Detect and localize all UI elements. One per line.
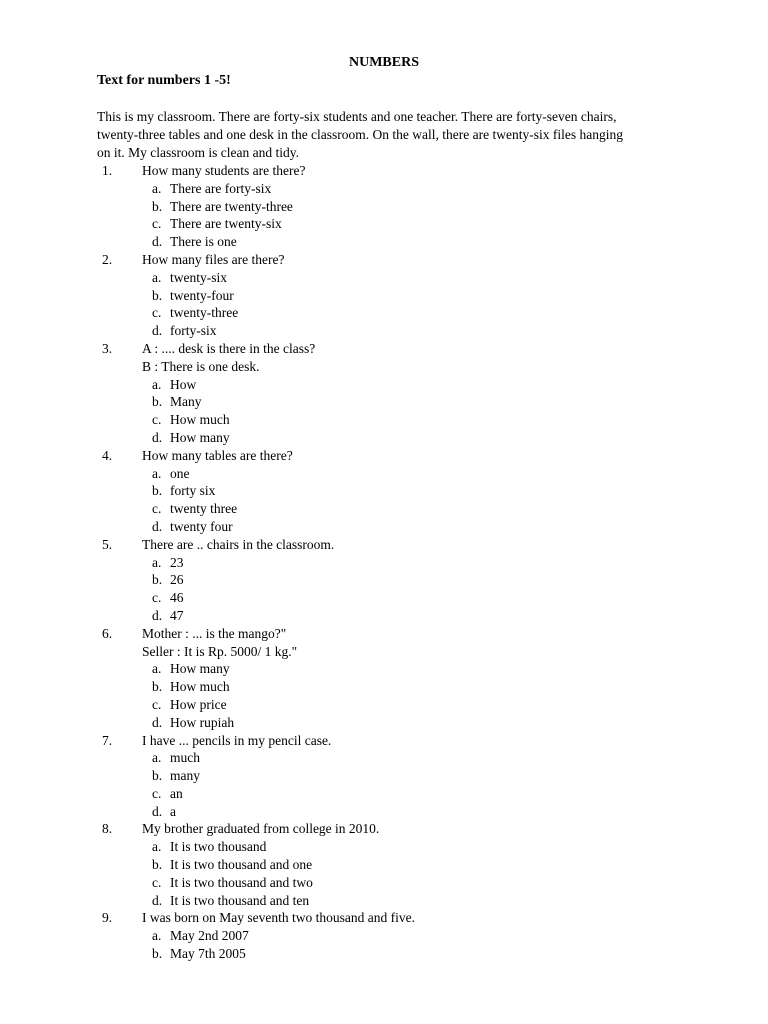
option-letter: d. (152, 803, 163, 819)
answer-option (0, 233, 768, 251)
question-text: There are .. chairs in the classroom. (142, 536, 335, 552)
answer-option (0, 927, 768, 945)
question-text: A : .... desk is there in the class? (142, 340, 316, 356)
answer-option (0, 180, 768, 198)
option-letter: a. (152, 661, 162, 677)
option-text: How rupiah (170, 714, 235, 730)
question-text: Seller : It is Rp. 5000/ 1 kg." (142, 643, 298, 659)
option-letter: a. (152, 928, 162, 944)
question-line (0, 340, 768, 358)
answer-option (0, 269, 768, 287)
option-letter: a. (152, 269, 162, 285)
option-letter: d. (152, 429, 163, 445)
answer-option (0, 945, 768, 963)
option-text: How price (170, 696, 227, 712)
option-letter: c. (152, 874, 162, 890)
question-list (0, 162, 768, 963)
option-letter: b. (152, 946, 163, 962)
option-text: twenty-three (170, 305, 239, 321)
option-letter: b. (152, 483, 163, 499)
question-line (0, 732, 768, 750)
option-letter: c. (152, 501, 162, 517)
question-line (0, 251, 768, 269)
answer-option (0, 571, 768, 589)
question-number: 6. (102, 625, 113, 641)
option-text: forty-six (170, 323, 217, 339)
question-number: 8. (102, 821, 113, 837)
reading-passage (97, 108, 697, 162)
question-number: 9. (102, 910, 113, 926)
option-text: There are forty-six (170, 180, 272, 196)
option-letter: b. (152, 768, 163, 784)
option-text: There is one (170, 234, 237, 250)
passage-line: twenty-three tables and one desk in the classroom. On the wall, there are twenty-six files hanging (97, 127, 623, 142)
option-letter: d. (152, 714, 163, 730)
option-letter: c. (152, 696, 162, 712)
option-letter: b. (152, 857, 163, 873)
answer-option (0, 749, 768, 767)
answer-option (0, 500, 768, 518)
question-text: B : There is one desk. (142, 358, 260, 374)
question-text: Mother : ... is the mango?" (142, 625, 287, 641)
option-letter: b. (152, 198, 163, 214)
question-item (0, 536, 768, 625)
question-text: How many tables are there? (142, 447, 293, 463)
answer-option (0, 393, 768, 411)
question-text: My brother graduated from college in 2010. (142, 821, 380, 837)
question-item (0, 251, 768, 340)
option-text: It is two thousand (170, 839, 267, 855)
question-line (0, 358, 768, 376)
question-number: 1. (102, 163, 113, 178)
option-text: twenty three (170, 501, 238, 517)
answer-option (0, 767, 768, 785)
answer-option (0, 607, 768, 625)
answer-option (0, 714, 768, 732)
option-text: forty six (170, 483, 216, 499)
answer-option (0, 518, 768, 536)
answer-option (0, 856, 768, 874)
answer-option (0, 678, 768, 696)
question-line (0, 643, 768, 661)
answer-option (0, 892, 768, 910)
question-number: 5. (102, 536, 113, 552)
option-text: How many (170, 429, 230, 445)
question-number: 3. (102, 340, 113, 356)
option-text: 23 (170, 554, 184, 570)
question-text: I have ... pencils in my pencil case. (142, 732, 332, 748)
option-text: twenty-four (170, 287, 234, 303)
question-line (0, 820, 768, 838)
option-letter: c. (152, 216, 162, 232)
answer-option (0, 215, 768, 233)
option-letter: c. (152, 785, 162, 801)
question-number: 7. (102, 732, 113, 748)
answer-option (0, 482, 768, 500)
option-letter: a. (152, 839, 162, 855)
option-letter: b. (152, 394, 163, 410)
option-text: twenty-six (170, 269, 227, 285)
option-text: May 2nd 2007 (170, 928, 249, 944)
question-line (0, 909, 768, 927)
option-text: May 7th 2005 (170, 946, 246, 962)
option-letter: a. (152, 465, 162, 481)
answer-option (0, 376, 768, 394)
answer-option (0, 429, 768, 447)
question-line (0, 447, 768, 465)
answer-option (0, 874, 768, 892)
option-text: many (170, 768, 200, 784)
option-text: 46 (170, 590, 184, 606)
option-text: How (170, 376, 197, 392)
question-item (0, 447, 768, 536)
answer-option (0, 660, 768, 678)
question-line (0, 162, 768, 180)
option-letter: c. (152, 305, 162, 321)
question-item (0, 820, 768, 909)
question-text: How many files are there? (142, 251, 285, 267)
answer-option (0, 287, 768, 305)
option-text: It is two thousand and one (170, 857, 313, 873)
answer-option (0, 465, 768, 483)
option-text: There are twenty-six (170, 216, 282, 232)
question-text: I was born on May seventh two thousand and five. (142, 910, 415, 926)
option-text: twenty four (170, 518, 233, 534)
question-item (0, 340, 768, 447)
question-item (0, 625, 768, 732)
option-letter: d. (152, 892, 163, 908)
option-letter: b. (152, 572, 163, 588)
answer-option (0, 304, 768, 322)
answer-option (0, 322, 768, 340)
question-item (0, 909, 768, 962)
answer-option (0, 696, 768, 714)
question-text: How many students are there? (142, 163, 306, 178)
option-letter: c. (152, 412, 162, 428)
option-text: There are twenty-three (170, 198, 293, 214)
option-letter: c. (152, 590, 162, 606)
option-letter: a. (152, 376, 162, 392)
option-text: a (170, 803, 176, 819)
option-text: an (170, 785, 183, 801)
option-letter: b. (152, 679, 163, 695)
answer-option (0, 411, 768, 429)
option-letter: a. (152, 180, 162, 196)
option-text: How many (170, 661, 230, 677)
option-letter: a. (152, 750, 162, 766)
option-letter: d. (152, 607, 163, 623)
question-item (0, 162, 768, 251)
answer-option (0, 198, 768, 216)
answer-option (0, 785, 768, 803)
option-text: Many (170, 394, 202, 410)
section-heading: Text for numbers 1 -5! (97, 73, 231, 88)
option-text: much (170, 750, 200, 766)
option-text: one (170, 465, 190, 481)
question-line (0, 536, 768, 554)
option-letter: a. (152, 554, 162, 570)
option-text: How much (170, 679, 230, 695)
question-line (0, 625, 768, 643)
page-title: NUMBERS (348, 55, 419, 70)
option-letter: b. (152, 287, 163, 303)
question-item (0, 732, 768, 821)
option-text: How much (170, 412, 230, 428)
option-letter: d. (152, 518, 163, 534)
answer-option (0, 554, 768, 572)
question-number: 4. (102, 447, 113, 463)
option-text: 47 (170, 607, 184, 623)
option-letter: d. (152, 323, 163, 339)
answer-option (0, 838, 768, 856)
answer-option (0, 803, 768, 821)
option-letter: d. (152, 234, 163, 250)
answer-option (0, 589, 768, 607)
passage-line: on it. My classroom is clean and tidy. (97, 145, 299, 160)
option-text: 26 (170, 572, 184, 588)
option-text: It is two thousand and ten (170, 892, 310, 908)
passage-line: This is my classroom. There are forty-six students and one teacher. There are forty-seven chairs, (97, 109, 617, 124)
question-number: 2. (102, 251, 113, 267)
option-text: It is two thousand and two (170, 874, 313, 890)
